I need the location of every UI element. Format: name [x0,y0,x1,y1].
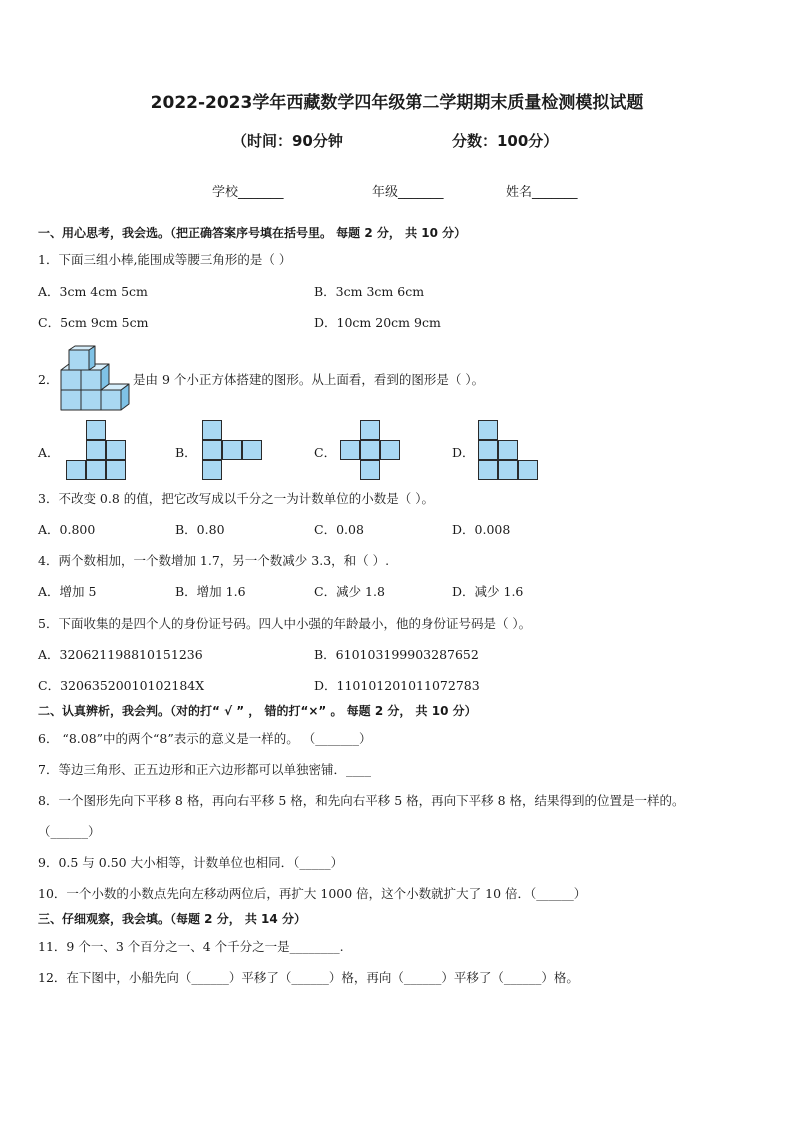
q3-option-b: B．0.80 [175,522,225,537]
q5-option-d: D．110101201011072783 [314,678,480,693]
q2-option-c: C． [314,445,337,460]
section-3-heading: 三、仔细观察，我会填。（每题 2 分， 共 14 分） [38,912,306,926]
question-5: 5．下面收集的是四个人的身份证号码。四人中小强的年龄最小，他的身份证号码是（ ）。 [38,616,532,631]
q3-option-a: A．0.800 [38,522,96,537]
q1-option-b: B．3cm 3cm 6cm [314,284,425,299]
q3-option-c: C．0.08 [314,522,364,537]
q1-option-c: C．5cm 9cm 5cm [38,315,149,330]
q4-option-b: B．增加 1.6 [175,584,246,599]
cube-stack-figure [55,344,135,412]
question-6: 6． “8.08”中的两个“8”表示的意义是一样的。 （_______） [38,731,372,746]
q4-option-c: C．减少 1.8 [314,584,385,599]
section-1-heading: 一、用心思考，我会选。（把正确答案序号填在括号里。 每题 2 分， 共 10 分） [38,226,467,240]
question-2-label: 2． [38,372,59,387]
question-7: 7．等边三角形、正五边形和正六边形都可以单独密铺．____ [38,762,371,777]
school-field: 学校_______ [212,185,284,200]
question-9: 9．0.5 与 0.50 大小相等，计数单位也相同．（_____） [38,855,344,870]
question-4: 4．两个数相加，一个数增加 1.7，另一个数减少 3.3，和（ ）. [38,553,390,568]
q4-option-a: A．增加 5 [38,584,97,599]
q1-option-d: D．10cm 20cm 9cm [314,315,441,330]
q2-option-d: D． [452,445,475,460]
question-2: 是由 9 个小正方体搭建的图形。从上面看，看到的图形是（ ）。 [133,372,485,387]
question-10: 10．一个小数的小数点先向左移动两位后，再扩大 1000 倍，这个小数就扩大了 10 倍．（______） [38,886,587,901]
q5-option-b: B．610103199903287652 [314,647,479,662]
q4-option-d: D．减少 1.6 [452,584,524,599]
q2-option-c-figure [340,420,400,480]
exam-title: 2022-2023学年西藏数学四年级第二学期期末质量检测模拟试题 [150,93,644,113]
question-1: 1．下面三组小棒,能围成等腰三角形的是（ ） [38,252,292,267]
q5-option-a: A．320621198810151236 [38,647,203,662]
q2-option-b: B． [175,445,197,460]
q2-option-a: A． [38,445,60,460]
q3-option-d: D．0.008 [452,522,511,537]
q2-option-d-figure [478,420,538,480]
q2-option-a-figure [66,420,126,480]
question-12: 12．在下图中，小船先向（______）平移了（______）格，再向（______）平移了（______）格。 [38,970,579,985]
question-8: 8．一个图形先向下平移 8 格，再向右平移 5 格，和先向右平移 5 格，再向下平移 8 格，结果得到的位置是一样的。 [38,793,685,808]
q2-option-b-figure [202,420,262,480]
q1-option-a: A．3cm 4cm 5cm [38,284,148,299]
question-11: 11．9 个一、3 个百分之一、4 个千分之一是________. [38,939,344,954]
q5-option-c: C．32063520010102184X [38,678,205,693]
section-2-heading: 二、认真辨析，我会判。（对的打“ √ ” ， 错的打“×” 。 每题 2 分， 共 10 分） [38,704,477,718]
exam-score: 分数：100分） [452,132,559,150]
exam-time: （时间：90分钟 [232,132,343,150]
grade-field: 年级_______ [372,185,444,200]
question-8-answer-blank: （______） [38,824,101,839]
question-3: 3．不改变 0.8 的值，把它改写成以千分之一为计数单位的小数是（ ）。 [38,491,435,506]
name-field: 姓名_______ [506,185,578,200]
